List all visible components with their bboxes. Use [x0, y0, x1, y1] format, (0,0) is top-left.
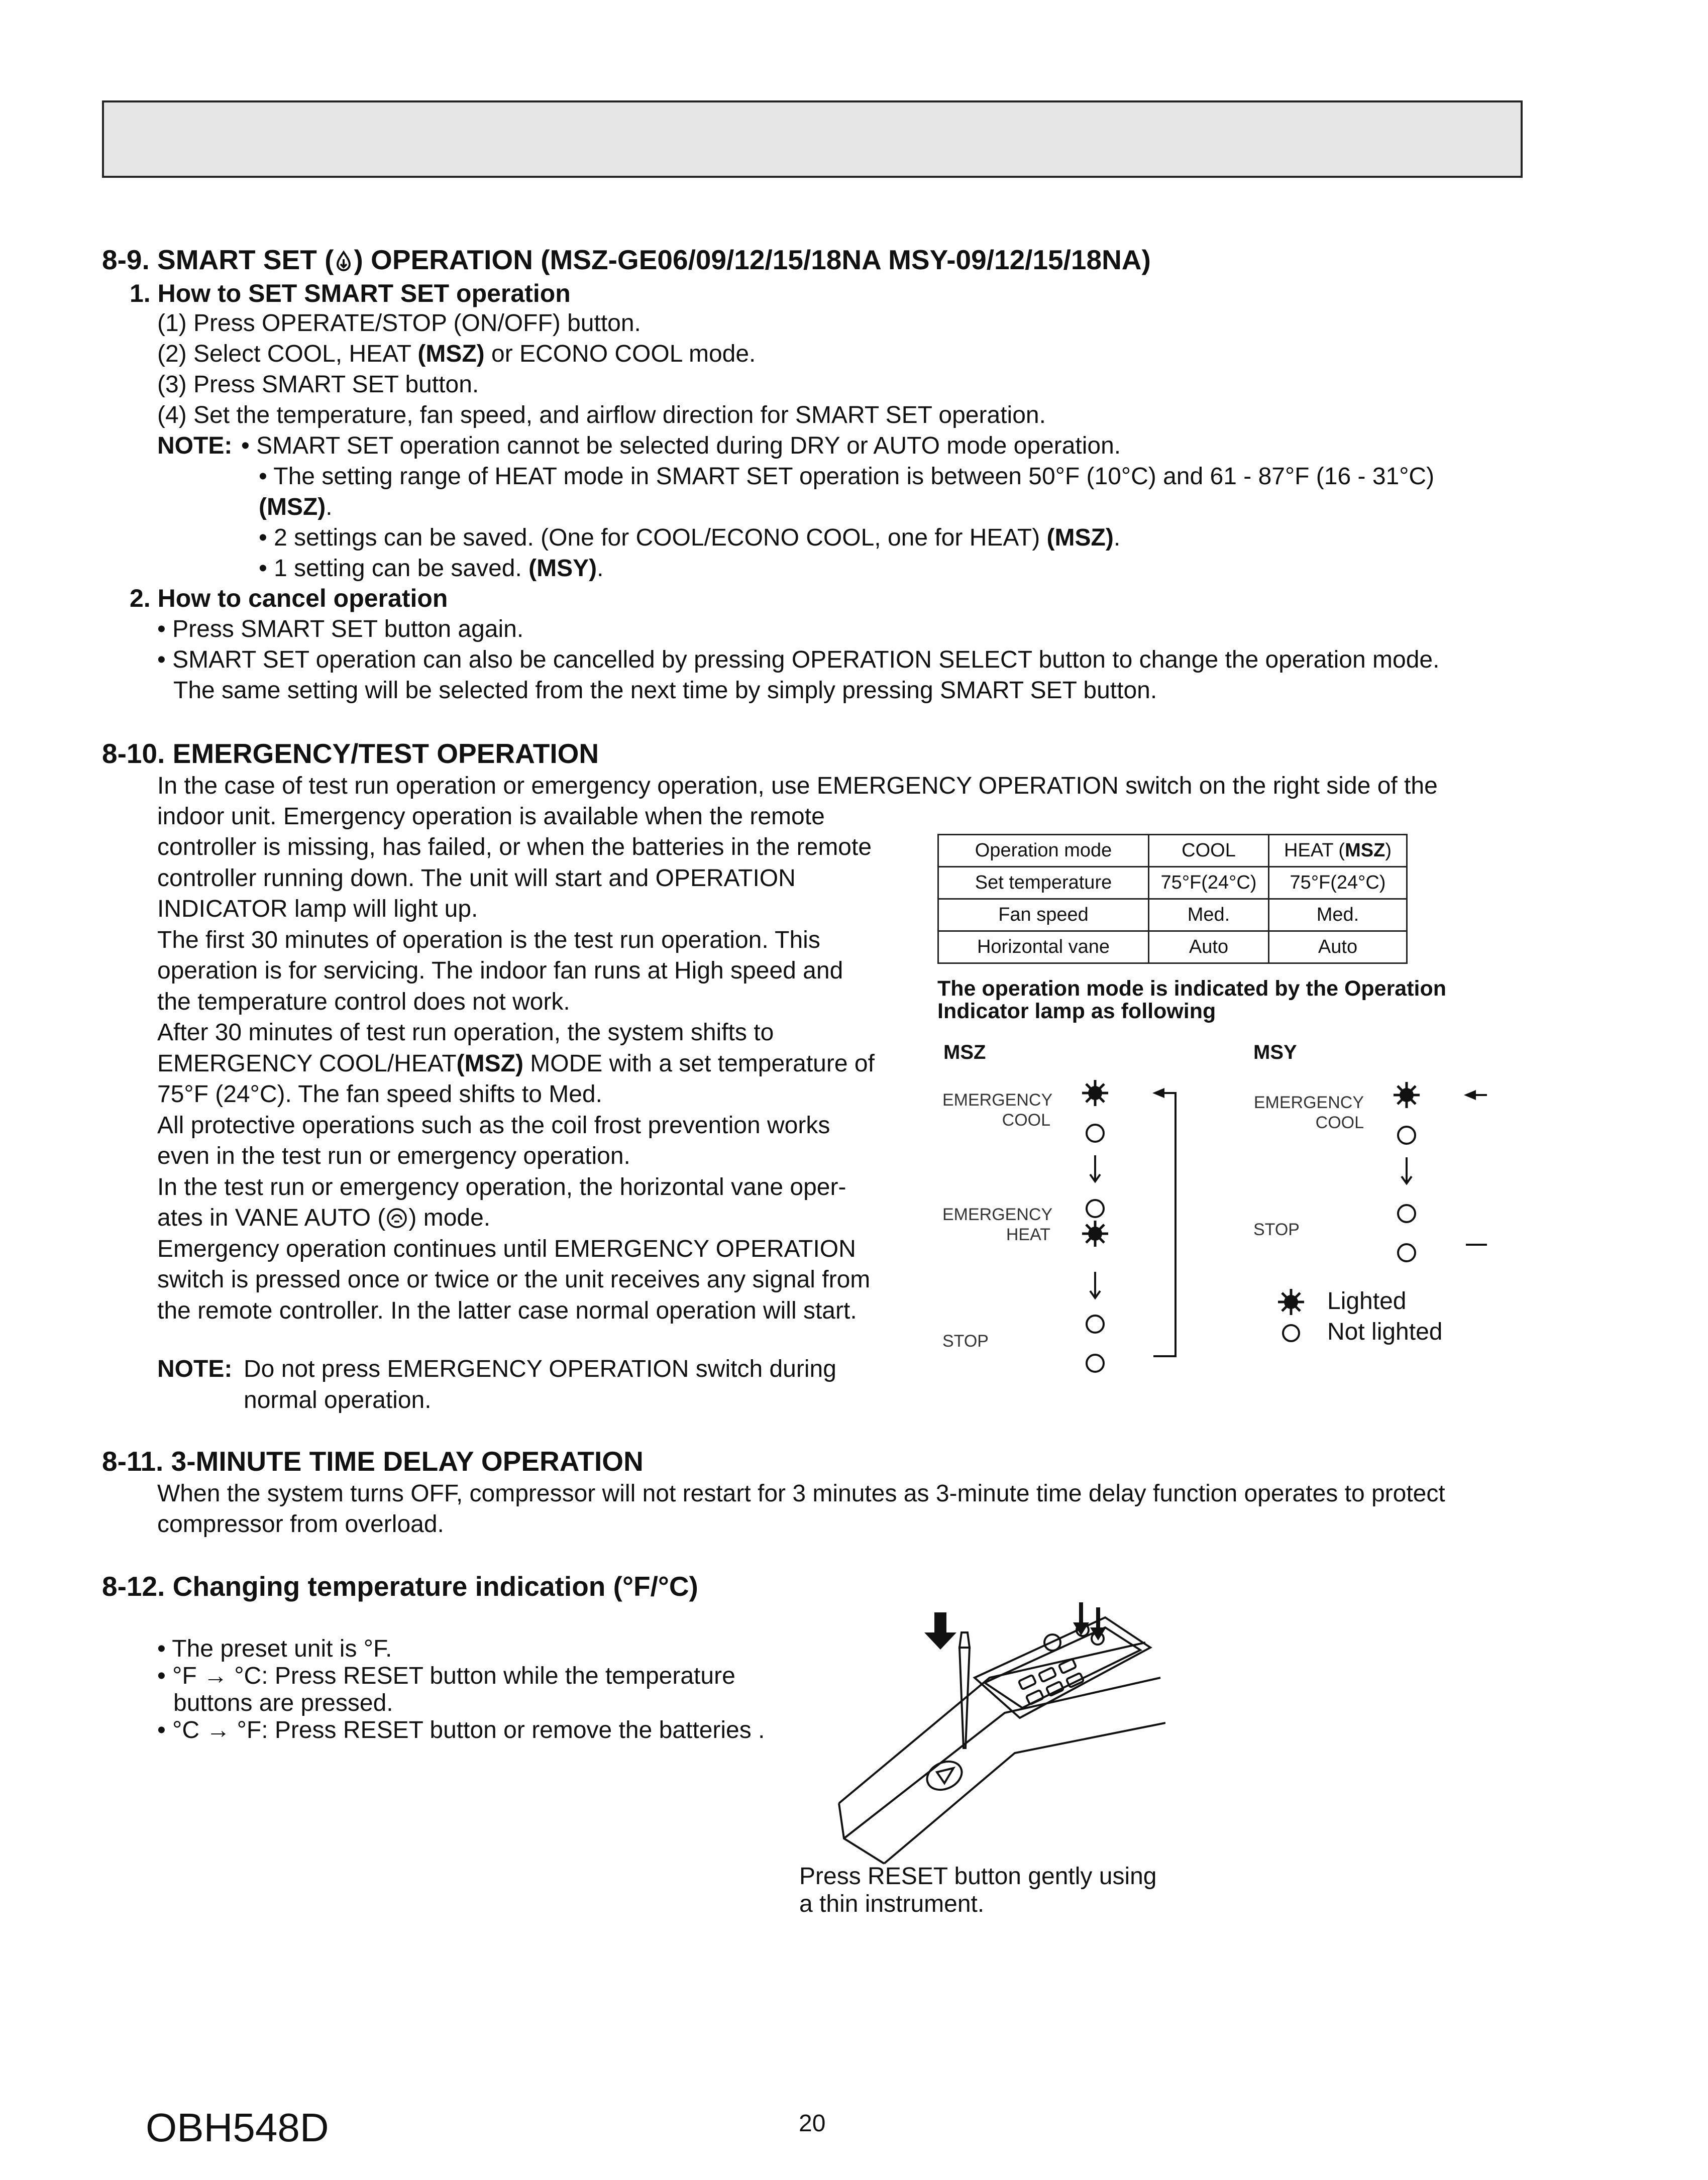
step-2-text: (2) Select COOL, HEAT: [157, 341, 418, 367]
indicator-caption-1: The operation mode is indicated by the Operation: [937, 976, 1447, 1001]
emergency-line-13: even in the test run or emergency operation.: [157, 1143, 630, 1169]
temp-bullet-2b: buttons are pressed.: [173, 1690, 393, 1716]
msz-lamp-lit: [1082, 1080, 1108, 1106]
msy-lamp-off: [1398, 1127, 1415, 1144]
indicator-caption-2: Indicator lamp as following: [937, 999, 1216, 1023]
note-4: [259, 553, 603, 584]
msz-em-heat-line-1: EMERGENCY: [942, 1205, 1053, 1224]
heat-header-msz: MSZ: [1345, 840, 1385, 861]
msy-stop-label: STOP: [1253, 1220, 1300, 1239]
reset-caption-2: a thin instrument.: [799, 1891, 985, 1917]
note-3-text: • 2 settings can be saved. (One for COOL/ECONO COOL, one for HEAT): [259, 524, 1047, 551]
heat-header-text: HEAT (: [1284, 840, 1345, 861]
msz-heading: MSZ: [943, 1041, 986, 1063]
step-2-msz: (MSZ): [417, 341, 485, 367]
note-4-end: .: [597, 555, 604, 582]
header-box: [102, 100, 1523, 178]
section-8-10-title: 8-10. EMERGENCY/TEST OPERATION: [102, 738, 599, 769]
left-arrow-icon: [1152, 1088, 1164, 1098]
msz-lamp-off: [1087, 1125, 1104, 1142]
emergency-line-3: controller is missing, has failed, or when the batteries in the remote: [157, 834, 872, 860]
table-cell: Fan speed: [938, 899, 1149, 931]
table-cell: COOL: [1149, 835, 1269, 867]
msz-cycle-bracket: [1153, 1093, 1176, 1356]
msz-stop-label: STOP: [942, 1332, 989, 1351]
legend-lit-icon: [1278, 1289, 1304, 1315]
temp-bullet-1: • The preset unit is °F.: [157, 1636, 392, 1662]
emergency-line-6: The first 30 minutes of operation is the test run operation. This: [157, 927, 820, 953]
step-3: (3) Press SMART SET button.: [157, 371, 479, 398]
table-cell: [1269, 835, 1407, 867]
section-8-9-title-end: ) OPERATION (MSZ-GE06/09/12/15/18NA MSY-09/12/15/18NA): [354, 244, 1151, 275]
emergency-line-10-msz: (MSZ): [456, 1050, 523, 1077]
table-cell: Operation mode: [938, 835, 1149, 867]
msz-em-heat-line-2: HEAT: [1006, 1225, 1050, 1244]
note-3-msz: (MSZ): [1046, 524, 1114, 551]
down-arrow-icon: [1090, 1272, 1100, 1298]
emergency-line-7: operation is for servicing. The indoor fan runs at High speed and: [157, 957, 843, 984]
legend-off-icon: [1283, 1325, 1299, 1341]
note-2-msz-text: (MSZ): [259, 494, 326, 520]
emergency-line-2: indoor unit. Emergency operation is available when the remote: [157, 803, 825, 830]
table-cell: Med.: [1149, 899, 1269, 931]
table-cell: Horizontal vane: [938, 931, 1149, 963]
cancel-3: The same setting will be selected from the next time by simply pressing SMART SET button.: [173, 677, 1157, 704]
msz-em-cool-line-1: EMERGENCY: [942, 1091, 1053, 1110]
delay-line-2: compressor from overload.: [157, 1511, 444, 1538]
step-2-end: or ECONO COOL mode.: [484, 341, 756, 367]
emergency-line-11: 75°F (24°C). The fan speed shifts to Med.: [157, 1081, 602, 1108]
emergency-line-10: [157, 1048, 875, 1079]
legend-not-lighted: Not lighted: [1327, 1319, 1443, 1345]
msz-lamp-off: [1087, 1316, 1104, 1333]
table-row: [938, 835, 1407, 867]
msy-cycle-bracket: [1466, 1095, 1487, 1245]
emergency-line-9: After 30 minutes of test run operation, the system shifts to: [157, 1019, 774, 1046]
section-8-11-title: 8-11. 3-MINUTE TIME DELAY OPERATION: [102, 1446, 644, 1477]
table-row: [938, 867, 1407, 899]
temp-bullet-2: • °F → °C: Press RESET button while the temperature: [157, 1663, 735, 1689]
table-row: [938, 931, 1407, 963]
table-row: [938, 899, 1407, 931]
emergency-line-15: [157, 1203, 490, 1234]
msy-lamp-off: [1398, 1244, 1415, 1261]
msz-emergency-cool-label: [942, 1090, 1053, 1130]
table-cell: Set temperature: [938, 867, 1149, 899]
cancel-1: • Press SMART SET button again.: [157, 616, 524, 642]
note-2-msz: [259, 492, 333, 522]
msy-lamp-off: [1398, 1205, 1415, 1222]
page-number: 20: [799, 2110, 826, 2137]
note-3: [259, 522, 1120, 553]
emergency-line-17: switch is pressed once or twice or the unit receives any signal from: [157, 1266, 871, 1293]
table-cell: 75°F(24°C): [1269, 867, 1407, 899]
document-code: OBH548D: [146, 2105, 329, 2150]
operation-table: [937, 834, 1408, 964]
down-arrow-icon: [1090, 1155, 1100, 1181]
msz-em-cool-line-2: COOL: [1002, 1111, 1050, 1130]
note-2: • The setting range of HEAT mode in SMART SET operation is between 50°F (10°C) and 61 - 87°F (16 - 31°C): [259, 463, 1435, 490]
table-cell: 75°F(24°C): [1149, 867, 1269, 899]
emergency-line-1: In the case of test run operation or emergency operation, use EMERGENCY OPERATION switch on the right side of the: [157, 773, 1438, 799]
note-3-end: .: [1113, 524, 1121, 551]
emergency-line-15-text: ates in VANE AUTO (: [157, 1205, 386, 1231]
emergency-line-10-end: MODE with a set temperature of: [523, 1050, 875, 1077]
temp-bullet-3: • °C → °F: Press RESET button or remove the batteries .: [157, 1717, 765, 1743]
emergency-line-12: All protective operations such as the coil frost prevention works: [157, 1112, 830, 1139]
msy-lamp-lit: [1394, 1082, 1420, 1108]
down-arrow-icon: [1402, 1157, 1412, 1183]
legend-lighted: Lighted: [1327, 1288, 1407, 1315]
msz-lamp-off: [1087, 1355, 1104, 1372]
remote-reset-illustration: [824, 1602, 1165, 1869]
msz-emergency-heat-label: [942, 1205, 1053, 1245]
table-cell: Auto: [1269, 931, 1407, 963]
how-to-cancel-heading: 2. How to cancel operation: [130, 584, 448, 612]
emergency-line-15-end: ) mode.: [408, 1205, 491, 1231]
msz-lamp-lit: [1082, 1221, 1108, 1247]
emergency-line-16: Emergency operation continues until EMERGENCY OPERATION: [157, 1236, 856, 1262]
emergency-line-18: the remote controller. In the latter case normal operation will start.: [157, 1297, 857, 1324]
press-arrow-icon: [924, 1612, 956, 1650]
left-arrow-icon: [1464, 1090, 1476, 1100]
note-4-msy: (MSY): [528, 555, 597, 582]
reset-caption-1: Press RESET button gently using: [799, 1863, 1157, 1890]
msz-lamp-off: [1087, 1200, 1104, 1217]
how-to-set-heading: 1. How to SET SMART SET operation: [130, 279, 571, 307]
delay-line-1: When the system turns OFF, compressor will not restart for 3 minutes as 3-minute time delay function operates to protect: [157, 1480, 1445, 1507]
table-cell: Auto: [1149, 931, 1269, 963]
note-label: NOTE:: [157, 432, 233, 459]
emergency-note-b: normal operation.: [244, 1387, 432, 1413]
msy-em-cool-line-2: COOL: [1315, 1113, 1364, 1132]
step-1: (1) Press OPERATE/STOP (ON/OFF) button.: [157, 310, 641, 337]
emergency-line-4: controller running down. The unit will start and OPERATION: [157, 865, 796, 892]
section-8-9-title-start: 8-9. SMART SET (: [102, 244, 334, 275]
section-8-9-title: [102, 244, 1151, 276]
emergency-line-8: the temperature control does not work.: [157, 989, 570, 1015]
cancel-2: • SMART SET operation can also be cancelled by pressing OPERATION SELECT button to change the operation mode.: [157, 646, 1440, 673]
msy-em-cool-line-1: EMERGENCY: [1253, 1093, 1364, 1112]
note-2-end: .: [326, 494, 333, 520]
vane-auto-icon: [385, 1207, 408, 1230]
note-1: • SMART SET operation cannot be selected during DRY or AUTO mode operation.: [241, 432, 1121, 459]
emergency-line-14: In the test run or emergency operation, the horizontal vane oper-: [157, 1174, 846, 1201]
step-2: [157, 339, 756, 369]
msy-heading: MSY: [1253, 1041, 1297, 1063]
emergency-note-label: NOTE:: [157, 1356, 233, 1382]
emergency-line-5: INDICATOR lamp will light up.: [157, 896, 478, 922]
section-8-12-title: 8-12. Changing temperature indication (°F/°C): [102, 1571, 698, 1602]
smart-set-icon: [334, 250, 354, 272]
step-4: (4) Set the temperature, fan speed, and airflow direction for SMART SET operation.: [157, 402, 1046, 428]
table-cell: Med.: [1269, 899, 1407, 931]
note-4-text: • 1 setting can be saved.: [259, 555, 529, 582]
emergency-line-10-text: EMERGENCY COOL/HEAT: [157, 1050, 457, 1077]
heat-header-end: ): [1385, 840, 1392, 861]
emergency-note-a: Do not press EMERGENCY OPERATION switch during: [244, 1356, 836, 1382]
